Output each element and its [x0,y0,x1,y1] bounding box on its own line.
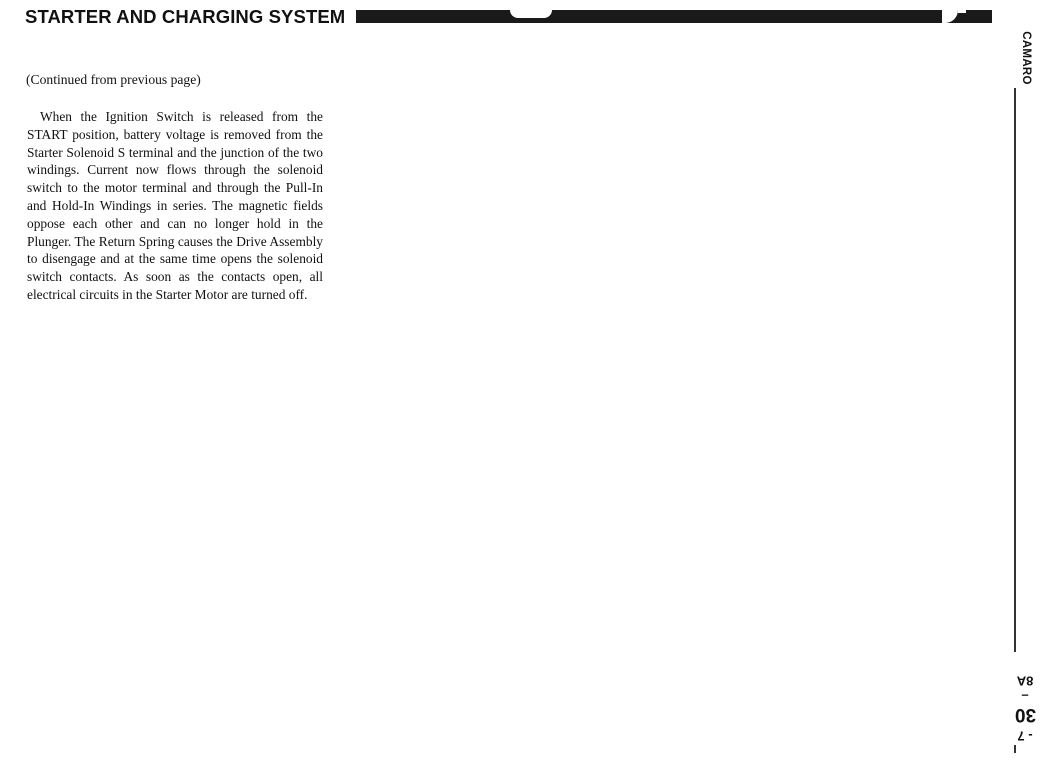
page-title: STARTER AND CHARGING SYSTEM [25,6,346,27]
continued-note: (Continued from previous page) [26,72,201,87]
body-paragraph: When the Ignition Switch is released from the START position, battery voltage is removed from the Starter Solenoid S terminal and the junction of the two windings. Current now flows through the solenoid switch to the motor terminal and through the Pull-In and Hold-In Windings in series. The magnetic fields oppose each other and can no longer hold in the Plunger. The Return Spring causes the Drive Assembly to disengage and at the same time opens the solenoid switch contacts. As soon as the contacts open, all electrical circuits in the Starter Motor are turned off. [27,109,323,302]
page-number-sub: - 7 [1017,728,1034,744]
page-number-main: 30 [1015,704,1037,726]
page-number-section: 8A [1017,673,1034,689]
header-rule-notch [510,10,552,18]
side-tab-label: CAMARO [1020,31,1033,85]
header-rule-notch [958,10,966,13]
margin-rule [1014,88,1016,652]
page-number [996,660,1050,756]
side-tab [1011,26,1041,90]
page-number-dash: – [1021,688,1030,704]
header-rule [356,10,992,23]
